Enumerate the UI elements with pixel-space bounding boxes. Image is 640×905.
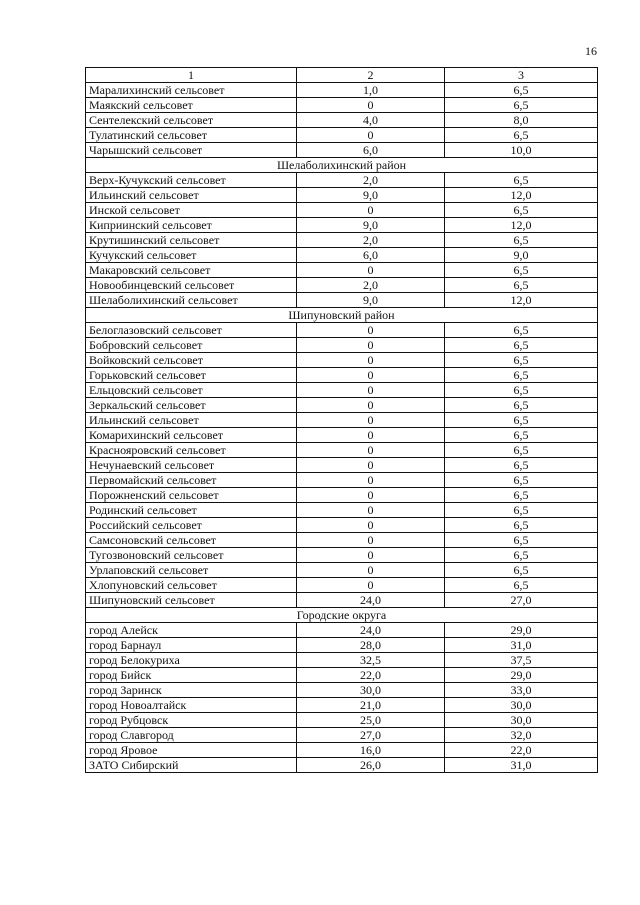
municipality-name-cell: Родинский сельсовет: [86, 503, 297, 518]
value-col2-cell: 0: [297, 383, 445, 398]
value-col2-cell: 0: [297, 428, 445, 443]
value-col3-cell: 37,5: [445, 653, 598, 668]
section-title: Шелаболихинский район: [86, 158, 598, 173]
municipality-name-cell: Сентелекский сельсовет: [86, 113, 297, 128]
value-col3-cell: 6,5: [445, 413, 598, 428]
value-col3-cell: 6,5: [445, 368, 598, 383]
value-col2-cell: 9,0: [297, 188, 445, 203]
column-header-2: 2: [297, 68, 445, 83]
value-col3-cell: 31,0: [445, 758, 598, 773]
municipality-name-cell: город Алейск: [86, 623, 297, 638]
table-row: [86, 503, 598, 518]
value-col2-cell: 0: [297, 323, 445, 338]
table-row: [86, 323, 598, 338]
value-col2-cell: 27,0: [297, 728, 445, 743]
value-col2-cell: 0: [297, 518, 445, 533]
table-row: [86, 548, 598, 563]
table-row: [86, 593, 598, 608]
table-row: [86, 668, 598, 683]
municipality-name-cell: город Барнаул: [86, 638, 297, 653]
value-col3-cell: 8,0: [445, 113, 598, 128]
municipality-name-cell: Первомайский сельсовет: [86, 473, 297, 488]
value-col2-cell: 32,5: [297, 653, 445, 668]
value-col2-cell: 4,0: [297, 113, 445, 128]
table-row: [86, 368, 598, 383]
value-col3-cell: 6,5: [445, 173, 598, 188]
value-col3-cell: 6,5: [445, 428, 598, 443]
value-col2-cell: 24,0: [297, 623, 445, 638]
municipality-name-cell: Инской сельсовет: [86, 203, 297, 218]
value-col3-cell: 6,5: [445, 488, 598, 503]
value-col2-cell: 0: [297, 338, 445, 353]
value-col3-cell: 6,5: [445, 383, 598, 398]
table-row: [86, 353, 598, 368]
municipality-name-cell: Кучукский сельсовет: [86, 248, 297, 263]
table-row: [86, 488, 598, 503]
municipality-name-cell: Маякский сельсовет: [86, 98, 297, 113]
municipality-name-cell: Чарышский сельсовет: [86, 143, 297, 158]
municipality-name-cell: Хлопуновский сельсовет: [86, 578, 297, 593]
table-row: [86, 383, 598, 398]
value-col2-cell: 0: [297, 368, 445, 383]
municipality-name-cell: Урлаповский сельсовет: [86, 563, 297, 578]
municipality-name-cell: Шипуновский сельсовет: [86, 593, 297, 608]
value-col3-cell: 6,5: [445, 518, 598, 533]
table-row: [86, 698, 598, 713]
value-col2-cell: 28,0: [297, 638, 445, 653]
value-col3-cell: 10,0: [445, 143, 598, 158]
value-col2-cell: 1,0: [297, 83, 445, 98]
municipality-name-cell: Ильинский сельсовет: [86, 188, 297, 203]
section-title: Шипуновский район: [86, 308, 598, 323]
table-row: [86, 623, 598, 638]
section-header-row: [86, 308, 598, 323]
table-row: [86, 638, 598, 653]
table-row: [86, 713, 598, 728]
value-col3-cell: 6,5: [445, 578, 598, 593]
value-col3-cell: 6,5: [445, 503, 598, 518]
table-row: [86, 188, 598, 203]
value-col2-cell: 6,0: [297, 248, 445, 263]
value-col2-cell: 0: [297, 443, 445, 458]
value-col3-cell: 6,5: [445, 278, 598, 293]
section-header-row: [86, 608, 598, 623]
table-row: [86, 653, 598, 668]
municipality-name-cell: Бобровский сельсовет: [86, 338, 297, 353]
municipality-name-cell: ЗАТО Сибирский: [86, 758, 297, 773]
table-row: [86, 428, 598, 443]
value-col2-cell: 0: [297, 548, 445, 563]
value-col2-cell: 0: [297, 98, 445, 113]
municipality-name-cell: Тугозвоновский сельсовет: [86, 548, 297, 563]
value-col2-cell: 9,0: [297, 293, 445, 308]
municipality-name-cell: Шелаболихинский сельсовет: [86, 293, 297, 308]
table-row: [86, 683, 598, 698]
value-col3-cell: 32,0: [445, 728, 598, 743]
value-col3-cell: 6,5: [445, 353, 598, 368]
municipality-name-cell: Макаровский сельсовет: [86, 263, 297, 278]
value-col3-cell: 27,0: [445, 593, 598, 608]
value-col2-cell: 0: [297, 353, 445, 368]
table-row: [86, 533, 598, 548]
value-col3-cell: 30,0: [445, 698, 598, 713]
value-col3-cell: 22,0: [445, 743, 598, 758]
municipality-name-cell: город Заринск: [86, 683, 297, 698]
section-header-row: [86, 158, 598, 173]
value-col2-cell: 2,0: [297, 173, 445, 188]
value-col3-cell: 9,0: [445, 248, 598, 263]
table-row: [86, 758, 598, 773]
table-row: [86, 83, 598, 98]
value-col2-cell: 26,0: [297, 758, 445, 773]
table-header-row: [86, 68, 598, 83]
value-col3-cell: 29,0: [445, 623, 598, 638]
value-col2-cell: 0: [297, 578, 445, 593]
table-row: [86, 338, 598, 353]
value-col2-cell: 30,0: [297, 683, 445, 698]
value-col3-cell: 6,5: [445, 563, 598, 578]
table-row: [86, 233, 598, 248]
table-row: [86, 248, 598, 263]
table-row: [86, 173, 598, 188]
municipality-name-cell: Маралихинский сельсовет: [86, 83, 297, 98]
value-col2-cell: 6,0: [297, 143, 445, 158]
municipality-name-cell: Ельцовский сельсовет: [86, 383, 297, 398]
table-row: [86, 398, 598, 413]
value-col3-cell: 6,5: [445, 233, 598, 248]
municipality-name-cell: Комарихинский сельсовет: [86, 428, 297, 443]
municipality-name-cell: Верх-Кучукский сельсовет: [86, 173, 297, 188]
municipality-name-cell: город Рубцовск: [86, 713, 297, 728]
municipality-name-cell: Белоглазовский сельсовет: [86, 323, 297, 338]
table-row: [86, 143, 598, 158]
municipality-name-cell: город Белокуриха: [86, 653, 297, 668]
value-col2-cell: 0: [297, 263, 445, 278]
municipality-name-cell: город Яровое: [86, 743, 297, 758]
table-row: [86, 263, 598, 278]
municipality-name-cell: Тулатинский сельсовет: [86, 128, 297, 143]
value-col2-cell: 25,0: [297, 713, 445, 728]
section-title: Городские округа: [86, 608, 598, 623]
table-row: [86, 98, 598, 113]
value-col2-cell: 21,0: [297, 698, 445, 713]
municipality-name-cell: Крутишинский сельсовет: [86, 233, 297, 248]
value-col2-cell: 0: [297, 563, 445, 578]
value-col3-cell: 33,0: [445, 683, 598, 698]
value-col2-cell: 0: [297, 203, 445, 218]
column-header-3: 3: [445, 68, 598, 83]
value-col2-cell: 0: [297, 458, 445, 473]
value-col2-cell: 22,0: [297, 668, 445, 683]
table-row: [86, 518, 598, 533]
value-col2-cell: 0: [297, 398, 445, 413]
table-row: [86, 563, 598, 578]
municipality-name-cell: Российский сельсовет: [86, 518, 297, 533]
value-col3-cell: 6,5: [445, 398, 598, 413]
value-col3-cell: 12,0: [445, 293, 598, 308]
table-row: [86, 578, 598, 593]
value-col3-cell: 6,5: [445, 98, 598, 113]
value-col3-cell: 6,5: [445, 473, 598, 488]
value-col2-cell: 24,0: [297, 593, 445, 608]
value-col2-cell: 0: [297, 413, 445, 428]
value-col3-cell: 6,5: [445, 128, 598, 143]
value-col3-cell: 6,5: [445, 458, 598, 473]
value-col3-cell: 6,5: [445, 443, 598, 458]
table-row: [86, 458, 598, 473]
table-row: [86, 473, 598, 488]
municipality-name-cell: Войковский сельсовет: [86, 353, 297, 368]
rates-table: [85, 67, 598, 773]
value-col3-cell: 30,0: [445, 713, 598, 728]
column-header-1: 1: [86, 68, 297, 83]
value-col3-cell: 6,5: [445, 533, 598, 548]
table-row: [86, 443, 598, 458]
value-col2-cell: 0: [297, 128, 445, 143]
municipality-name-cell: Ильинский сельсовет: [86, 413, 297, 428]
value-col2-cell: 0: [297, 533, 445, 548]
value-col3-cell: 6,5: [445, 548, 598, 563]
value-col2-cell: 16,0: [297, 743, 445, 758]
table-row: [86, 293, 598, 308]
value-col3-cell: 6,5: [445, 263, 598, 278]
value-col2-cell: 9,0: [297, 218, 445, 233]
value-col3-cell: 29,0: [445, 668, 598, 683]
value-col3-cell: 6,5: [445, 323, 598, 338]
value-col3-cell: 6,5: [445, 338, 598, 353]
municipality-name-cell: Новообинцевский сельсовет: [86, 278, 297, 293]
municipality-name-cell: Киприинский сельсовет: [86, 218, 297, 233]
table-row: [86, 113, 598, 128]
page-number: 16: [585, 44, 597, 58]
table-row: [86, 743, 598, 758]
municipality-name-cell: город Бийск: [86, 668, 297, 683]
value-col3-cell: 12,0: [445, 188, 598, 203]
municipality-name-cell: Краснояровский сельсовет: [86, 443, 297, 458]
municipality-name-cell: Зеркальский сельсовет: [86, 398, 297, 413]
table-row: [86, 203, 598, 218]
value-col3-cell: 6,5: [445, 203, 598, 218]
value-col3-cell: 31,0: [445, 638, 598, 653]
municipality-name-cell: город Новоалтайск: [86, 698, 297, 713]
municipality-name-cell: Горьковский сельсовет: [86, 368, 297, 383]
table-row: [86, 218, 598, 233]
value-col2-cell: 0: [297, 473, 445, 488]
value-col2-cell: 2,0: [297, 233, 445, 248]
value-col2-cell: 0: [297, 503, 445, 518]
value-col3-cell: 6,5: [445, 83, 598, 98]
table-row: [86, 728, 598, 743]
table-row: [86, 278, 598, 293]
value-col2-cell: 0: [297, 488, 445, 503]
municipality-name-cell: город Славгород: [86, 728, 297, 743]
table-row: [86, 413, 598, 428]
value-col3-cell: 12,0: [445, 218, 598, 233]
municipality-name-cell: Нечунаевский сельсовет: [86, 458, 297, 473]
municipality-name-cell: Самсоновский сельсовет: [86, 533, 297, 548]
table-row: [86, 128, 598, 143]
value-col2-cell: 2,0: [297, 278, 445, 293]
municipality-name-cell: Порожненский сельсовет: [86, 488, 297, 503]
